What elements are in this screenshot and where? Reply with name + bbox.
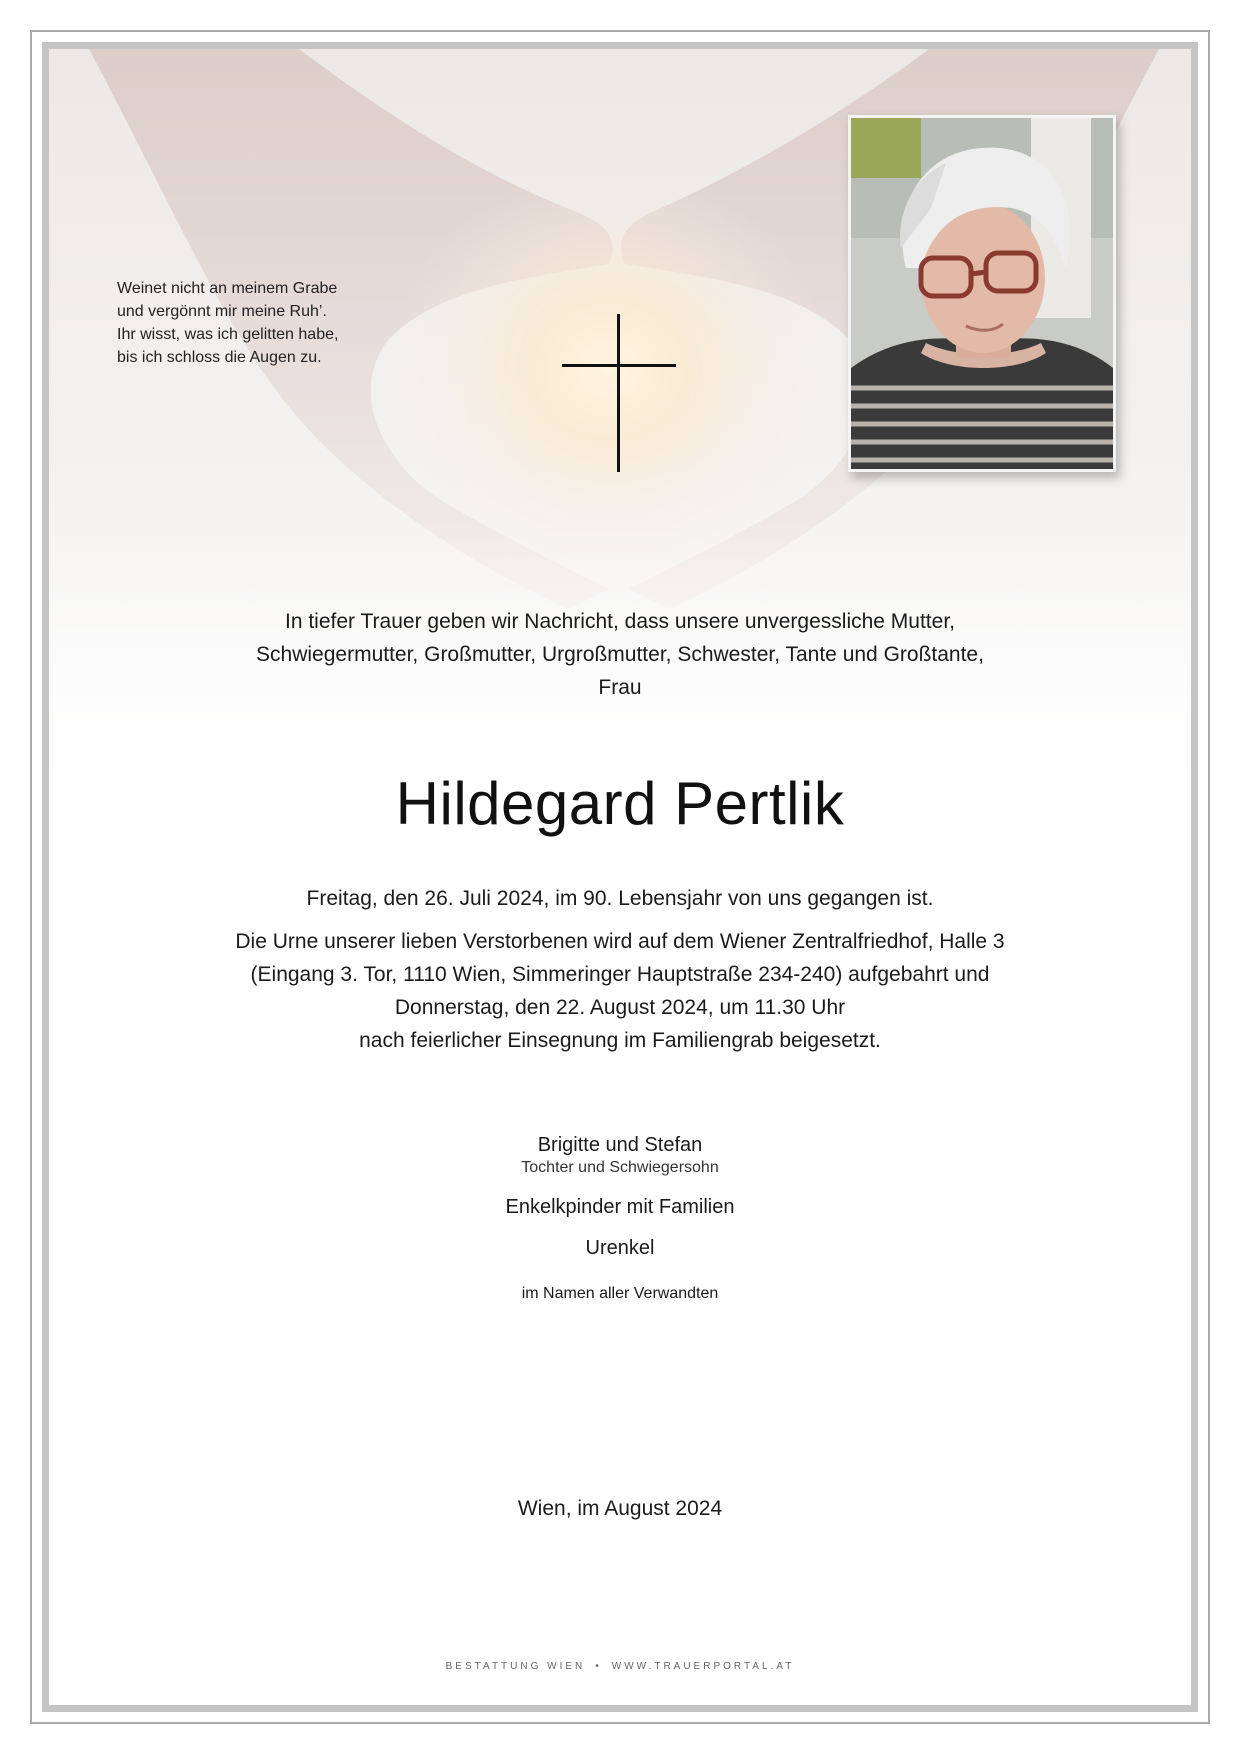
verse [117, 277, 437, 369]
announcement [49, 605, 1191, 704]
announcement-line: Schwiegermutter, Großmutter, Urgroßmutter, Schwester, Tante und Großtante, [256, 643, 984, 666]
burial-line: Die Urne unserer lieben Verstorbenen wird auf dem Wiener Zentralfriedhof, Halle 3 [235, 930, 1005, 953]
announcement-line: Frau [598, 676, 642, 699]
footer-company: BESTATTUNG WIEN [445, 1661, 586, 1672]
cross-icon [562, 314, 676, 472]
death-notice: Freitag, den 26. Juli 2024, im 90. Lebensjahr von uns gegangen ist. [306, 887, 934, 910]
signatory-daughter-role: Tochter und Schwiegersohn [521, 1159, 719, 1176]
footer [49, 1661, 1191, 1672]
place-date: Wien, im August 2024 [517, 1497, 723, 1520]
burial-line: nach feierlicher Einsegnung im Familiengrab beigesetzt. [359, 1029, 881, 1052]
portrait-photo [848, 115, 1116, 472]
footer-separator: • [595, 1661, 602, 1672]
verse-line: und vergönnt mir meine Ruh’. [117, 303, 327, 320]
signatory-closing: im Namen aller Verwandten [521, 1285, 719, 1302]
verse-line: bis ich schloss die Augen zu. [117, 349, 322, 366]
announcement-line: In tiefer Trauer geben wir Nachricht, dass unsere unvergessliche Mutter, [285, 610, 955, 633]
burial-line: Donnerstag, den 22. August 2024, um 11.30 Uhr [394, 996, 846, 1019]
document-page [42, 42, 1198, 1712]
verse-line: Weinet nicht an meinem Grabe [117, 280, 338, 297]
burial-info [49, 925, 1191, 1057]
footer-website-link[interactable]: WWW.TRAUERPORTAL.AT [611, 1661, 795, 1672]
portrait-illustration [851, 118, 1113, 469]
verse-line: Ihr wisst, was ich gelitten habe, [117, 326, 339, 343]
signatory-great-grandchildren: Urenkel [585, 1237, 655, 1259]
signatory-grandchildren: Enkelkpinder mit Familien [505, 1196, 735, 1218]
deceased-name: Hildegard Pertlik [395, 770, 845, 837]
signatory-daughter: Brigitte und Stefan [537, 1134, 703, 1156]
burial-line: (Eingang 3. Tor, 1110 Wien, Simmeringer Hauptstraße 234-240) aufgebahrt und [250, 963, 990, 986]
